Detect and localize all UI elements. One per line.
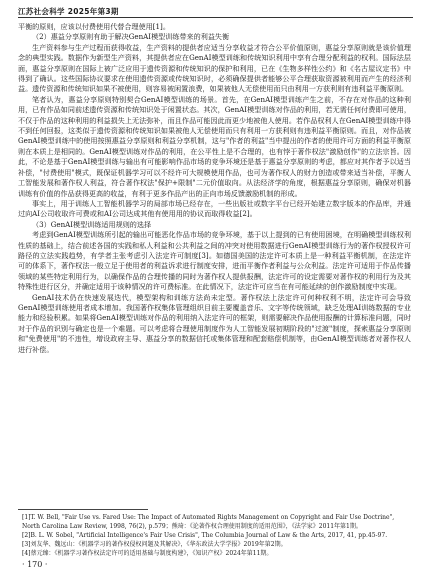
footnote: [2]B. L. W. Sobel, "Artificial Intelligence's Fair Use Crisis", The Columbia Journal of Law & the Arts, 2017, 41, pp.45-97. — [22, 532, 388, 539]
paragraph: 生产资料参与生产过程而获得收益，生产资料的提供者应适当分享收益才符合公平价值原则，惠益分享原则就是该价值理念的典型实践。数据作为新型生产资料，其提供者应在GenAI模型训练和传统知识利用中享有合理分配利益的权利。国际法层面，惠益分享原则在国际上被广泛应用于遗传资源和传统知识的保护和利用，已在《生物多样性公约》和《名古屋议定书》中得到了确认。这些国际协议要求在使用遗传资源或传统知识时，必须确保提供者能够公平合理获取资源被利用而产生的经济利益。遗传资源和传统知识如果不被使用，则容易被闲置浪费，如果被他人无偿使用而只由利用一方获利则有违利益平衡原则。 — [18, 42, 411, 94]
footnote: [1]T. W. Bell, "Fair Use vs. Fared Use: The Impact of Automated Rights Management on Copyright and Fair Use Doctrine", — [22, 514, 395, 521]
body-text — [18, 22, 411, 355]
footnotes — [22, 513, 411, 558]
paragraph: 笔者认为，惠益分享原则特别契合GenAI模型训练的场景。首先，在GenAI模型训练产生之前，不存在对作品的这种利用，已有作品如同前述遗传资源和传统知识处于闲置状态。其次，GenAI模型训练对作品的利用，若无需任何付费即可使用，不仅于作品的这种利用的利益损失上无法弥补，而且作品可能因此而更少地被他人使用。若作品权利人在GenAI模型训练中得不到任何回报，这类似于遗传资源和传统知识如果被他人无偿使用而只有利用一方获利则有违利益平衡原则。而且，对作品被GenAI模型训练中的使用按照惠益分享原则和利益分享机制，这与"作者的利益"当中提出的作者的使用许可方面的利益平衡原则在本质上是相同的。GenAI模型训练对作品的利用，在公平性上是不合理的，也有悖于著作权法"激励创作"的立法宗旨。因此，不论是基于GenAI模型训练与输出有可能影响作品市场的竞争环境还是基于惠益分享原则的考虑，都应对其作者予以适当补偿，"付费使用"模式，既保证机器学习可以不经许可大规模使用作品，也可为著作权人的财力创造或带来适当补偿，平衡人工智能发展和著作权人利益，符合著作权法"保护+限制"二元价值取向。从法经济学的角度，根据惠益分享原则，确保对机器训练有价值的作品获得更高的收益，有利于更多作品产出的正向市场反馈激励机制的形成。 — [18, 94, 411, 198]
section-heading: （3）GenAI模型训练适用规则的选择 — [32, 219, 152, 229]
section-heading: （2）惠益分享原则有助于解决GenAI模型训练带来的利益失衡 — [32, 32, 230, 42]
header-divider — [18, 17, 413, 18]
paragraph: 事实上，用于训练人工智能机器学习的局部市场已经存在，一些出版社或数字平台已经开始建立数字版本的作品库，并通过向AI公司收取许可费或和AI公司达成其他有使用用的协议而取得收益[2]。 — [18, 198, 411, 219]
running-header: 江苏社会科学 2025年第3期 — [18, 7, 119, 16]
footnote: [3]刘友华、魏远山：《机器学习的著作权侵权问题及其解决》，《华东政法大学学报》2019年第2期。 — [22, 541, 287, 548]
footnote: North Carolina Law Review, 1998, 76(2), p.579；熊琦：《论著作权合理使用制度的适用范围》，《法学家》2011年第1期。 — [22, 523, 362, 530]
paragraph: 考虑到GenAI模型训练所引起的输出可能恶化作品市场的竞争环境，基于以上提到的已有使用困境，在明确模型训练权利性质的基础上，结合前述各国的实践和私人利益和公共利益之间的冲突对使用数据进行GenAI模型训练行为的著作权授权许可路径的立法实践趋势，有学者主张考虑引入法定许可制度[3]。如德国美国的法定许可本质上是一种利益平衡机制，在法定许可的体系下，著作权法一般立足于使用者的利益诉求进行制度安排，进而平衡作者利益与公众利益。法定许可适用于作品传播领域的某些特定利用行为，以确保作品的合理传播的同时为著作权人提供报酬，法定许可的设定需要对著作权的利用行为及其特殊性进行区分，并确定适用于该种情况的许可费标准。在此情况下，法定许可应当在有可能延续的创作激励制度中实现。 — [18, 230, 411, 292]
paragraph: GenAI技术仍在快速发展迭代，模型架构和训练方法尚未定型。著作权法上法定许可何种权利不明，法定许可会导致GenAI模型训练使用者成本增加。我国著作权集体管理组织目前主要覆盖音乐、文字等传统领域，缺乏处理AI训练数据的专业能力和经验积累。如果将GenAI模型训练对作品的利用纳入法定许可的框架，则需要解决作品使用报酬的计算标准问题，同时对于作品的识别与确定也是一个难题。可以考虑将合理使用制度作为人工智能发展初期阶段的"过渡"制度，探索惠益分享原则和"免费使用"的不违性，增设政府主导、惠益分享的数据信托或集体管理和配套赔偿机制等，由GenAI模型训练者对著作权人进行补偿。 — [18, 292, 411, 354]
footnote-divider — [18, 509, 148, 510]
footnote: [4]蔡元臻：《机器学习著作权法定许可的适用基础与制度构建》，《知识产权》2024年第11期。 — [22, 550, 273, 557]
paragraph: 平衡的原则，应该以付费使用代替合理使用[1]。 — [18, 22, 170, 31]
page-number: · 170 · — [22, 560, 48, 569]
